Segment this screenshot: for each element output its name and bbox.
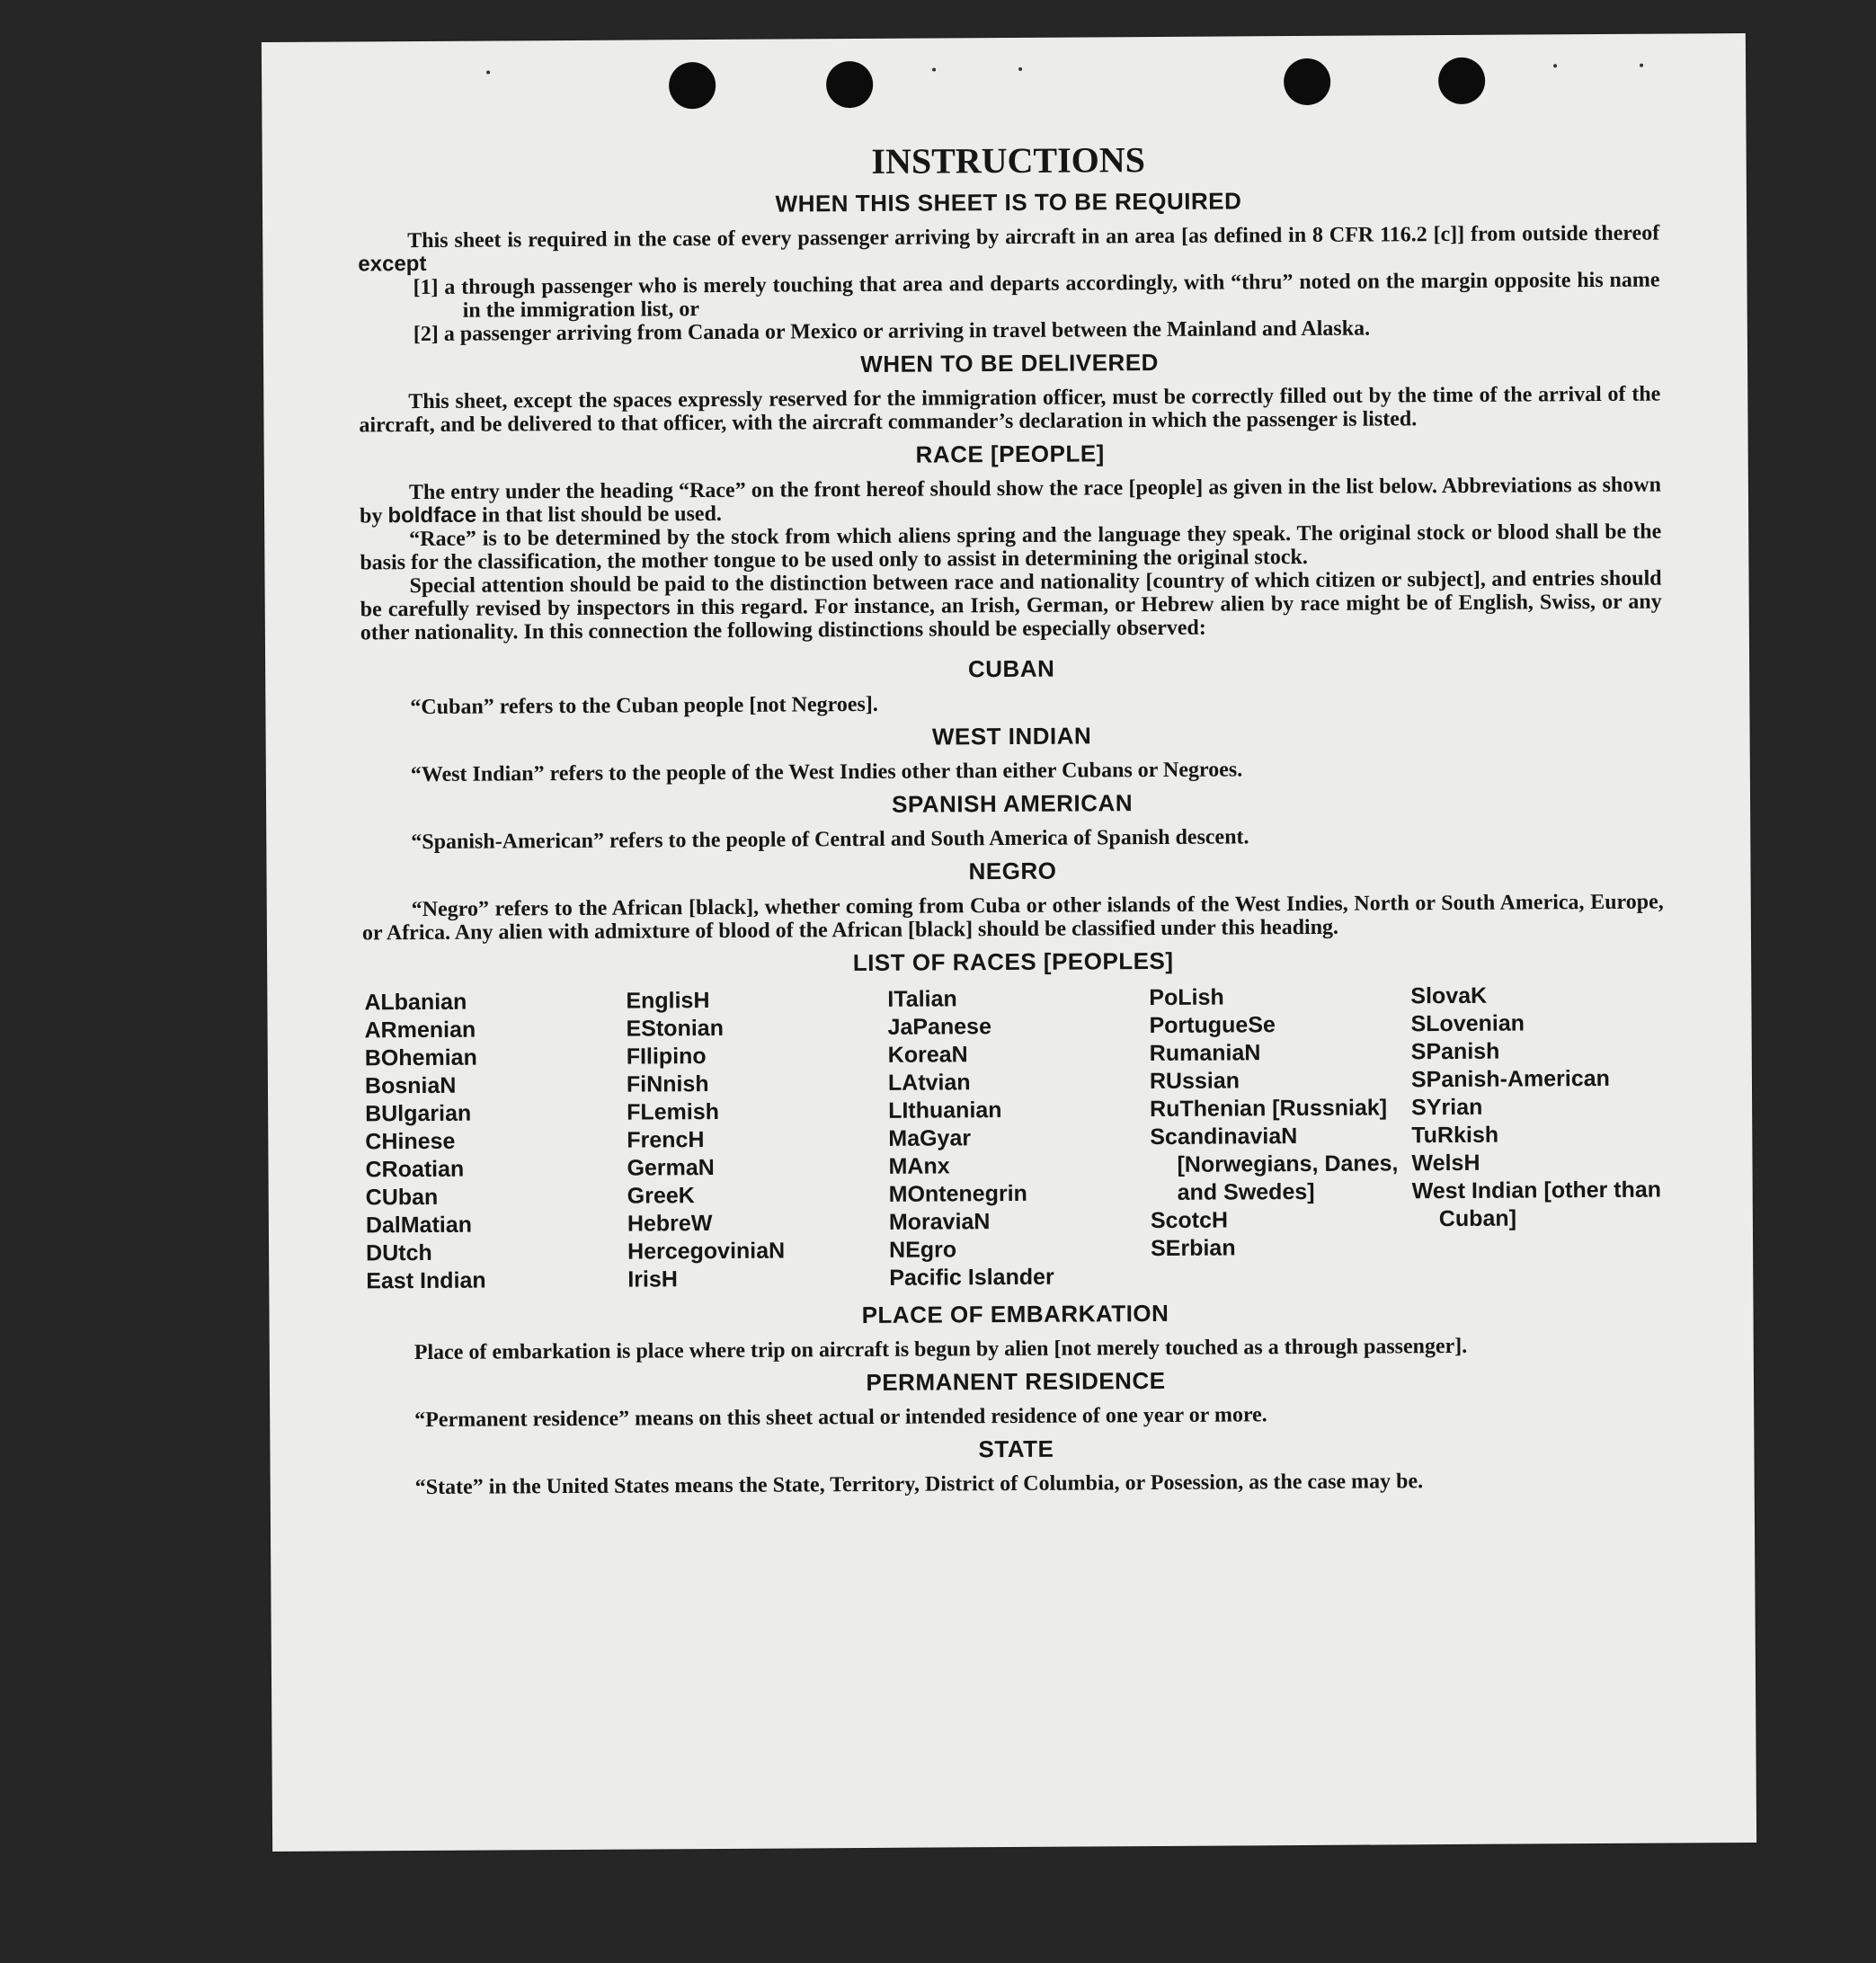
race-item: LAtvian bbox=[887, 1070, 971, 1096]
delivered-text: This sheet, except the spaces expressly reserved for the immigration officer, must be correctly filled out by the time of the arrival of the aircraft, and be delivered to that officer, with the aircraft commander’s declaration in which the passenger is listed. bbox=[359, 382, 1661, 438]
west-indian-text: “West Indian” refers to the people of the West Indies other than either Cubans or Negroes. bbox=[410, 758, 1243, 787]
punch-hole bbox=[826, 61, 873, 108]
race-item: East Indian bbox=[366, 1267, 486, 1294]
race-item: MAnx bbox=[888, 1153, 950, 1179]
race-item: SErbian bbox=[1150, 1235, 1236, 1262]
section-heading-list: LIST OF RACES [PEOPLES] bbox=[852, 946, 1174, 977]
race-paragraph-2: “Race” is to be determined by the stock from which aliens spring and the language they speak. The original stock or blood shall be the basis for the classification, the mother tongue to be used only to assist in determining the original stock. bbox=[360, 520, 1662, 575]
race-item: RUssian bbox=[1149, 1068, 1240, 1095]
race-item: RumaniaN bbox=[1149, 1040, 1261, 1067]
race-item: SPanish-American bbox=[1410, 1065, 1610, 1093]
race-item: BUlgarian bbox=[365, 1100, 472, 1127]
race-item: WelsH bbox=[1411, 1150, 1480, 1177]
negro-text: “Negro” refers to the African [black], whether coming from Cuba or other islands of the West Indies, North or South America, Europe, or Africa. Any alien with admixture of blood of the African [black] should be classified under this heading. bbox=[361, 890, 1664, 946]
punch-hole bbox=[1438, 58, 1485, 104]
required-item-2: [2] a passenger arriving from Canada or Mexico or arriving in travel between the Mainland and Alaska. bbox=[413, 316, 1371, 347]
race-item: BOhemian bbox=[364, 1044, 477, 1071]
residence-text: “Permanent residence” means on this sheet actual or intended residence of one year or more. bbox=[414, 1403, 1267, 1433]
race-item: FLemish bbox=[627, 1098, 720, 1125]
section-heading-cuban: CUBAN bbox=[967, 654, 1055, 683]
state-text: “State” in the United States means the State, Territory, District of Columbia, or Posession, as the case may be. bbox=[414, 1470, 1424, 1500]
race-item: BosniaN bbox=[364, 1072, 457, 1099]
races-column bbox=[626, 986, 889, 1294]
race-item: PortugueSe bbox=[1149, 1012, 1276, 1039]
race-p1-boldface: boldface bbox=[387, 502, 477, 528]
race-item: CHinese bbox=[365, 1128, 456, 1155]
punch-hole bbox=[1284, 58, 1330, 105]
required-intro-text: This sheet is required in the case of every passenger arriving by aircraft in an area [as defined in 8 CFR 116.2 [c]] from outside thereof bbox=[407, 221, 1660, 253]
section-heading-delivered: WHEN TO BE DELIVERED bbox=[860, 348, 1159, 378]
race-item: SPanish bbox=[1410, 1038, 1500, 1065]
race-item: SYrian bbox=[1411, 1094, 1483, 1121]
race-item: EStonian bbox=[626, 1015, 725, 1042]
page-title: INSTRUCTIONS bbox=[871, 139, 1146, 182]
race-item: ScotcH bbox=[1150, 1207, 1229, 1234]
section-heading-race: RACE [PEOPLE] bbox=[915, 440, 1105, 468]
document-sheet bbox=[262, 33, 1756, 1852]
races-column bbox=[1149, 982, 1412, 1291]
race-p1-text: The entry under the heading “Race” on the front hereof should show the race [people] as given in the list below. Abbreviations as shown by bbox=[360, 473, 1661, 528]
race-item: IrisH bbox=[627, 1266, 678, 1292]
races-column bbox=[1410, 981, 1674, 1289]
race-paragraph-3: Special attention should be paid to the distinction between race and nationality [country of which citizen or subject], and entries should be carefully revised by inspectors in this regard. For instance, an Irish, German, or Hebrew alien by race might be of English, Swiss, or any other nationality. In this connection the following distinctions should be especially observed: bbox=[360, 566, 1662, 645]
required-item-1: [1] a through passenger who is merely touching that area and departs accordingly, with “thru” noted on the margin opposite his name in the immigration list, or bbox=[413, 268, 1660, 323]
race-item: DUtch bbox=[366, 1239, 432, 1266]
cuban-text: “Cuban” refers to the Cuban people [not Negroes]. bbox=[410, 692, 878, 720]
required-intro bbox=[358, 222, 1659, 277]
race-paragraph-1 bbox=[360, 474, 1661, 528]
speck bbox=[486, 71, 490, 75]
speck bbox=[1018, 67, 1022, 71]
race-item: MOntenegrin bbox=[888, 1180, 1027, 1207]
punch-hole bbox=[669, 62, 716, 109]
race-item: KoreaN bbox=[887, 1042, 968, 1068]
race-item: FiNnish bbox=[626, 1071, 709, 1097]
race-item: SlovaK bbox=[1410, 982, 1488, 1009]
race-item: FrencH bbox=[627, 1127, 705, 1153]
race-item: TuRkish bbox=[1411, 1122, 1499, 1149]
race-item: ARmenian bbox=[364, 1017, 476, 1044]
section-heading-residence: PERMANENT RESIDENCE bbox=[866, 1366, 1166, 1396]
race-item: CRoatian bbox=[365, 1156, 465, 1183]
race-item: SLovenian bbox=[1410, 1010, 1525, 1037]
races-list bbox=[364, 982, 1666, 1296]
race-item: HercegoviniaN bbox=[627, 1238, 786, 1265]
section-heading-embarkation: PLACE OF EMBARKATION bbox=[861, 1299, 1169, 1329]
race-item: MoraviaN bbox=[888, 1209, 991, 1235]
race-item: JaPanese bbox=[887, 1014, 992, 1040]
race-item: LIthuanian bbox=[888, 1097, 1002, 1124]
race-item: West Indian [other than Cuban] bbox=[1411, 1177, 1662, 1232]
races-column bbox=[364, 988, 627, 1296]
spanish-american-text: “Spanish-American” refers to the people of Central and South America of Spanish descent. bbox=[411, 825, 1249, 855]
section-heading-spanish-american: SPANISH AMERICAN bbox=[891, 789, 1134, 818]
race-item: DalMatian bbox=[365, 1212, 473, 1239]
race-item: HebreW bbox=[627, 1211, 713, 1237]
required-except: except bbox=[358, 251, 427, 277]
race-item: GreeK bbox=[627, 1183, 695, 1209]
race-item: ALbanian bbox=[364, 989, 467, 1016]
race-item: NEgro bbox=[889, 1237, 957, 1263]
section-heading-negro: NEGRO bbox=[968, 857, 1057, 885]
race-item: ITalian bbox=[887, 986, 957, 1012]
race-item: FIlipino bbox=[626, 1044, 707, 1070]
races-column bbox=[887, 984, 1151, 1292]
race-p1-text-end: in that list should be used. bbox=[482, 502, 722, 528]
race-item: MaGyar bbox=[888, 1125, 972, 1151]
section-heading-west-indian: WEST INDIAN bbox=[931, 722, 1092, 751]
race-item: EnglisH bbox=[626, 988, 710, 1014]
speck bbox=[932, 67, 936, 71]
race-item: GermaN bbox=[627, 1155, 715, 1181]
speck bbox=[1553, 64, 1557, 67]
race-item: RuThenian [Russniak] bbox=[1150, 1095, 1388, 1123]
instructions-body bbox=[358, 136, 1667, 1500]
speck bbox=[1640, 64, 1643, 67]
race-item: ScandinaviaN [Norwegians, Danes, and Swedes] bbox=[1150, 1124, 1399, 1205]
race-item: Pacific Islander bbox=[889, 1264, 1054, 1291]
embarkation-text: Place of embarkation is place where trip on aircraft is begun by alien [not merely touched as a through passenger]. bbox=[413, 1334, 1468, 1365]
race-item: CUban bbox=[365, 1184, 439, 1211]
section-heading-state: STATE bbox=[978, 1434, 1054, 1463]
race-item: PoLish bbox=[1149, 984, 1224, 1011]
section-heading-required: WHEN THIS SHEET IS TO BE REQUIRED bbox=[775, 187, 1242, 218]
